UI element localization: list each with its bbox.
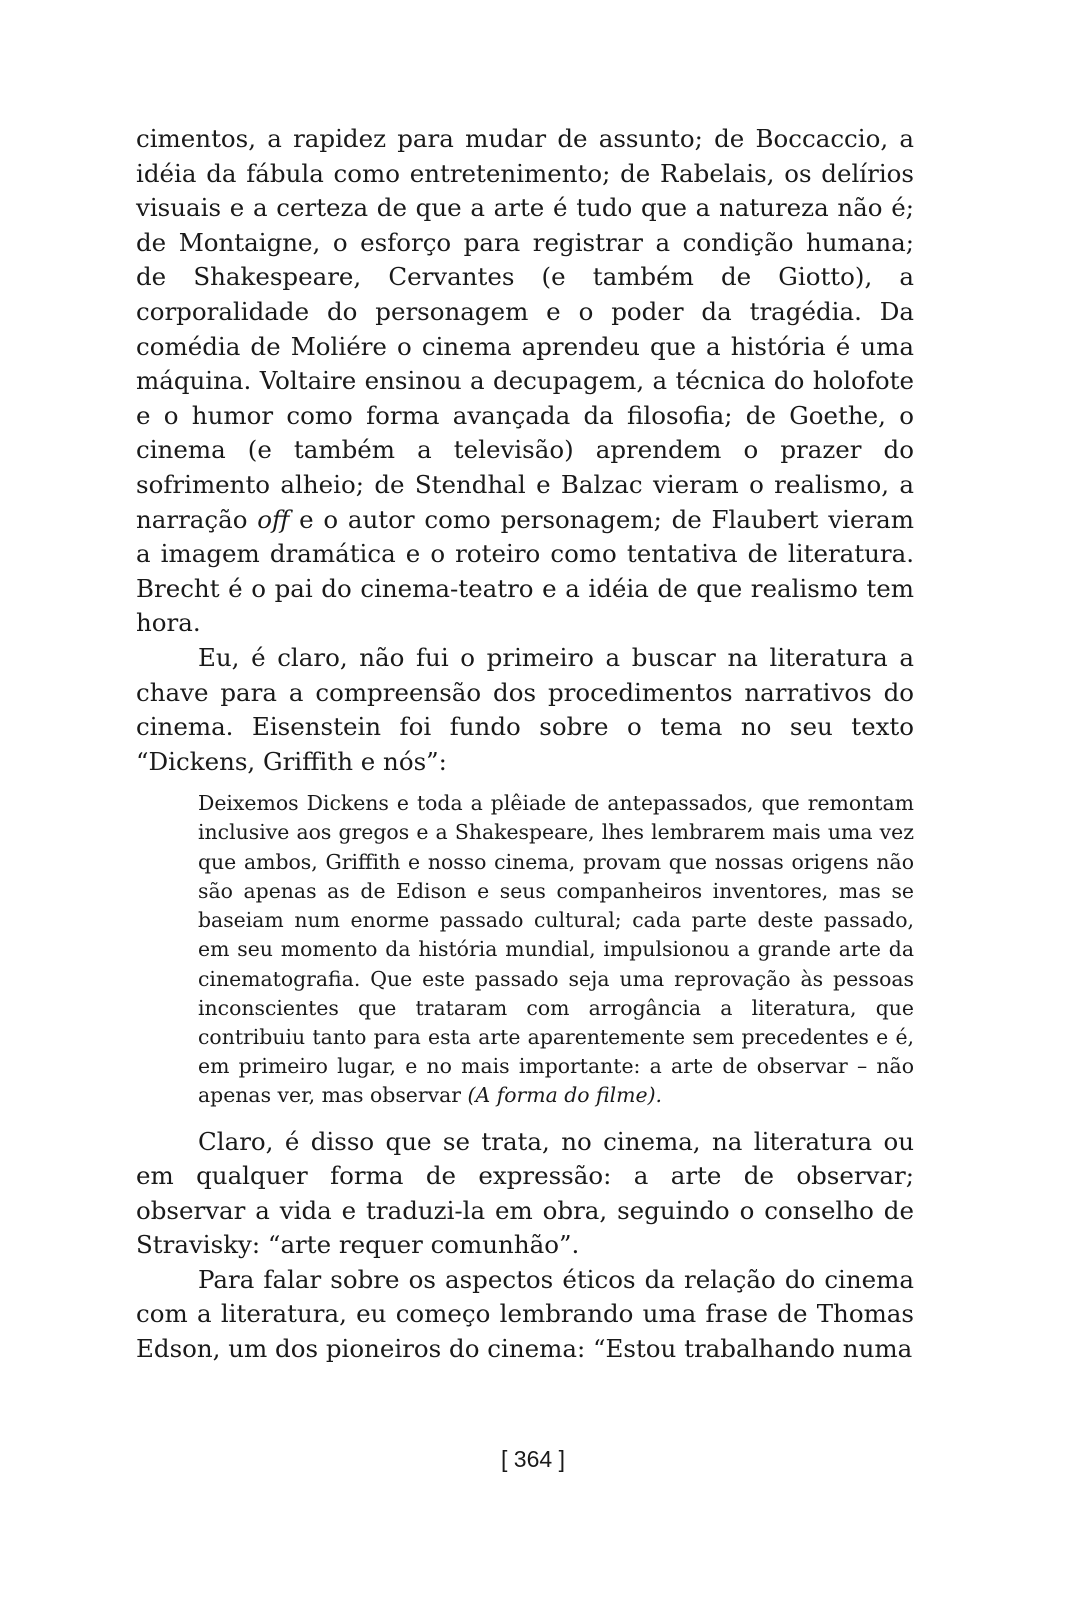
block-quote-text: Deixemos Dickens e toda a plêiade de antepassados, que remontam inclusive aos gregos e a Shakespeare, lhes lembrarem mais uma vez que ambos, Griffith e nosso cinema, provam que nossas origens não são apenas as de Edison e seus companheiros inventores, mas se baseiam num enorme passado cultural; cada parte deste passado, em seu momento da história mundial, impulsionou a grande arte da cinematografia. Que este passado seja uma reprovação às pessoas inconscientes que trataram com arrogância a literatura, que contribuiu tanto para esta arte aparentemente sem precedentes e é, em primeiro lugar, e no mais importante: a arte de observar – não apenas ver, mas observar (198, 791, 914, 1108)
block-quote-citation: (A forma do filme). (467, 1083, 663, 1108)
paragraph-influences-part2: e o autor como personagem; de Flaubert vieram a imagem dramática e o roteiro como tentativa de literatura. Brecht é o pai do cinema-teatro e a idéia de que realismo tem hora. (136, 504, 914, 638)
paragraph-influences (136, 122, 914, 641)
paragraph-eisenstein: Eu, é claro, não fui o primeiro a buscar na literatura a chave para a compreensão dos procedimentos narrativos do cinema. Eisenstein foi fundo sobre o tema no seu texto “Dickens, Griffith e nós”: (136, 642, 914, 776)
block-quote (198, 789, 914, 1110)
paragraph-ethics: Para falar sobre os aspectos éticos da relação do cinema com a literatura, eu começo lembrando uma frase de Thomas Edson, um dos pioneiros do cinema: “Estou trabalhando numa (136, 1264, 914, 1364)
paragraph-influences-part1: cimentos, a rapidez para mudar de assunto; de Boccaccio, a idéia da fábula como entretenimento; de Rabelais, os delírios visuais e a certeza de que a arte é tudo que a natureza não é; de Montaigne, o esforço para registrar a condição humana; de Shakespeare, Cervantes (e também de Giotto), a corporalidade do personagem e o poder da tragédia. Da comédia de Moliére o cinema aprendeu que a história é uma máquina. Voltaire ensinou a decupagem, a técnica do holofote e o humor como forma avançada da filosofia; de Goethe, o cinema (e também a televisão) aprendem o prazer do sofrimento alheio; de Stendhal e Balzac vieram o realismo, a narração (136, 124, 914, 534)
paragraph-art-of-observing: Claro, é disso que se trata, no cinema, na literatura ou em qualquer forma de expressão: a arte de observar; observar a vida e traduzi-la em obra, seguindo o conselho de Stravisky: “arte requer comunhão”. (136, 1126, 914, 1260)
body-text (136, 122, 914, 1367)
italic-off: off (257, 504, 290, 534)
page-number: [ 364 ] (501, 1446, 565, 1472)
